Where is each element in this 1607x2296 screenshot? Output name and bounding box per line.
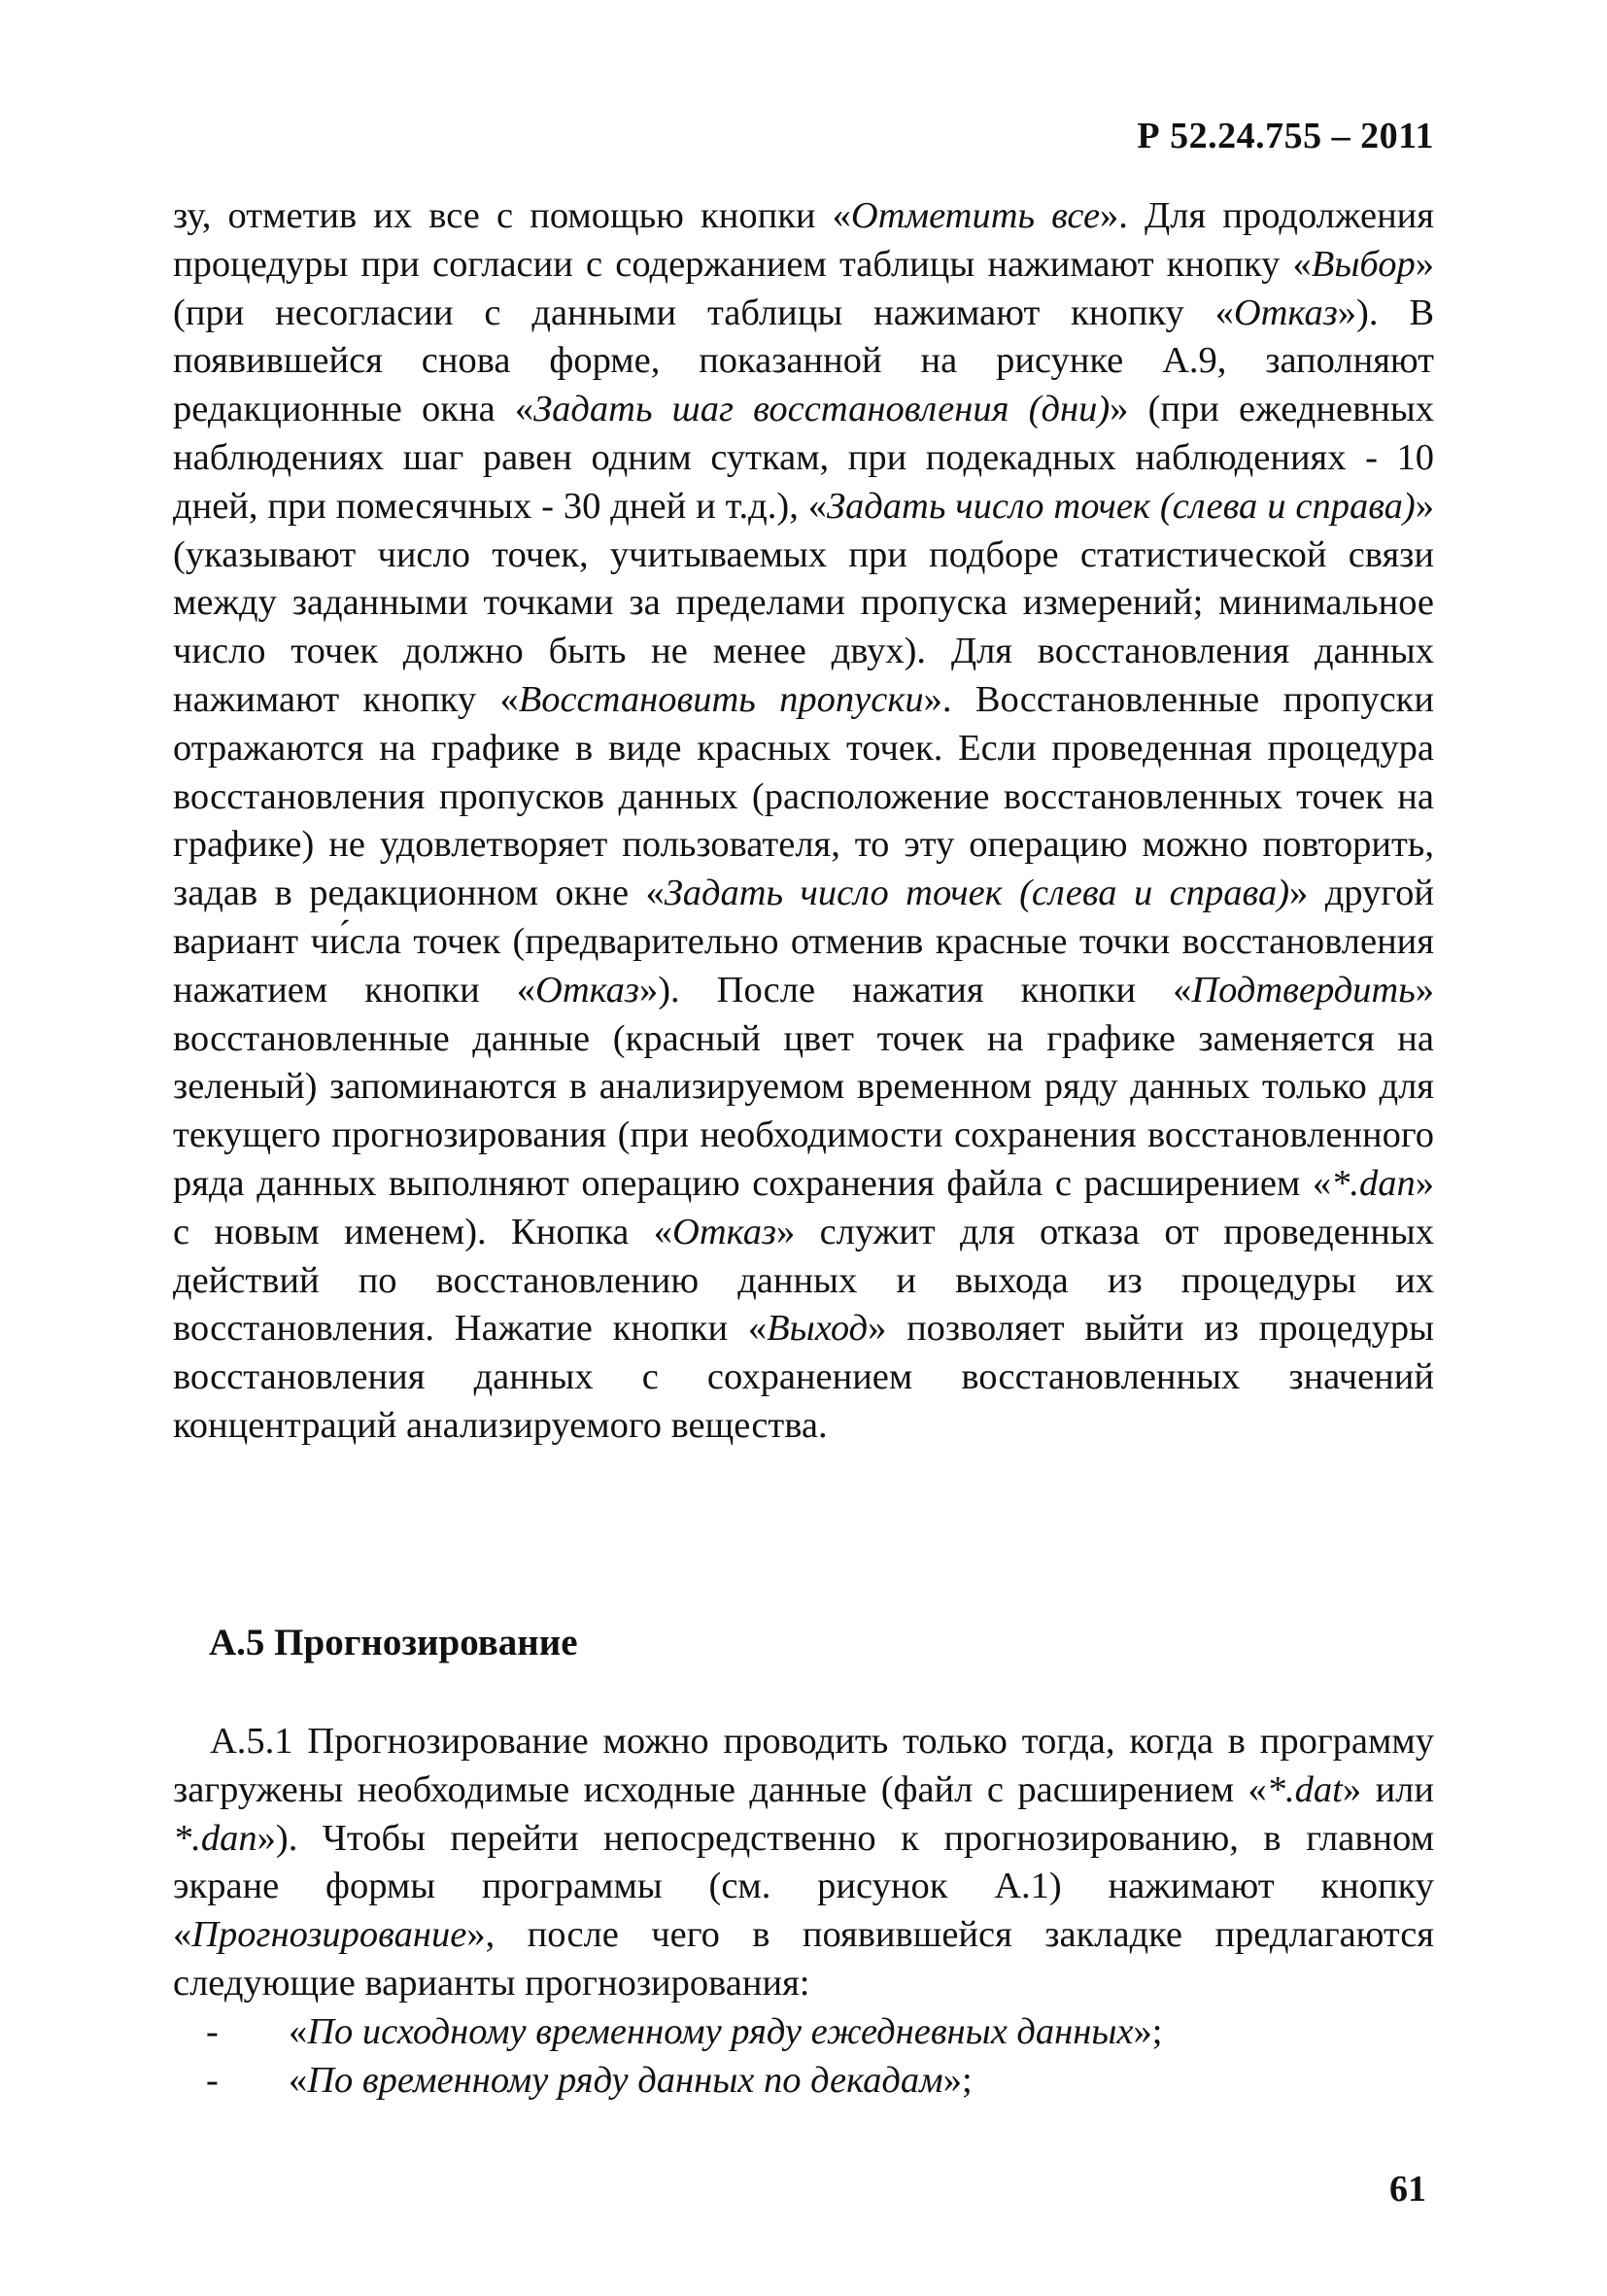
paragraph-recovery-procedure: зу, отметив их все с помощью кнопки «Отметить все». Для продолжения процедуры при согласии с содержанием таблицы нажимают кнопку «Выбор» (при несогласии с данными таблицы нажимают кнопку «Отказ»). В появившейся снова форме, показанной на рисунке А.9, заполняют редакционные окна «Задать шаг восстановления (дни)» (при ежедневных наблюдениях шаг равен одним суткам, при подекадных наблюдениях - 10 дней, при помесячных - 30 дней и т.д.), «Задать число точек (слева и справа)» (указывают число точек, учитываемых при подборе статистической связи между заданными точками за пределами пропуска измерений; минимальное число точек должно быть не менее двух). Для восстановления данных нажимают кнопку «Восстановить пропуски». Восстановленные пропуски отражаются на графике в виде красных точек. Если проведенная процедура восстановления пропусков данных (расположение восстановленных точек на графике) не удовлетворяет пользователя, то эту операцию можно повторить, задав в редакционном окне «Задать число точек (слева и справа)» другой вариант чи́сла точек (предварительно отменив красные точки восстановления нажатием кнопки «Отказ»). После нажатия кнопки «Подтвердить» восстановленные данные (красный цвет точек на графике заменяется на зеленый) запоминаются в анализируемом временном ряду данных только для текущего прогнозирования (при необходимости сохранения восстановленного ряда данных выполняют операцию сохранения файла с расширением «*.dan» с новым именем). Кнопка «Отказ» служит для отказа от проведенных действий по восстановлению данных и выхода из процедуры их восстановления. Нажатие кнопки «Выход» позволяет выйти из процедуры восстановления данных с сохранением восстановленных значений концентраций анализируемого вещества. bbox=[173, 195, 1435, 1446]
list-item-text: По временному ряду данных по декадам bbox=[307, 2059, 943, 2101]
list-item: - «По временному ряду данных по декадам»; bbox=[206, 2057, 1162, 2106]
list-item: - «По исходному временному ряду ежедневных данных»; bbox=[206, 2008, 1162, 2057]
list-dash: - bbox=[206, 2011, 219, 2052]
forecast-options-list bbox=[206, 2008, 1162, 2106]
section-heading: А.5 Прогнозирование bbox=[209, 1622, 578, 1663]
list-item-text: По исходному временному ряду ежедневных данных bbox=[307, 2011, 1134, 2052]
page-number: 61 bbox=[1389, 2169, 1426, 2210]
list-dash: - bbox=[206, 2059, 219, 2101]
paragraph-forecasting-intro: А.5.1 Прогнозирование можно проводить только тогда, когда в программу загружены необходимые исходные данные (файл с расширением «*.dat» или *.dan»). Чтобы перейти непосредственно к прогнозированию, в главном экране формы программы (см. рисунок А.1) нажимают кнопку «Прогнозирование», после чего в появившейся закладке предлагаются следующие варианты прогнозирования: bbox=[173, 1721, 1434, 2004]
document-code: Р 52.24.755 – 2011 bbox=[1137, 116, 1434, 156]
